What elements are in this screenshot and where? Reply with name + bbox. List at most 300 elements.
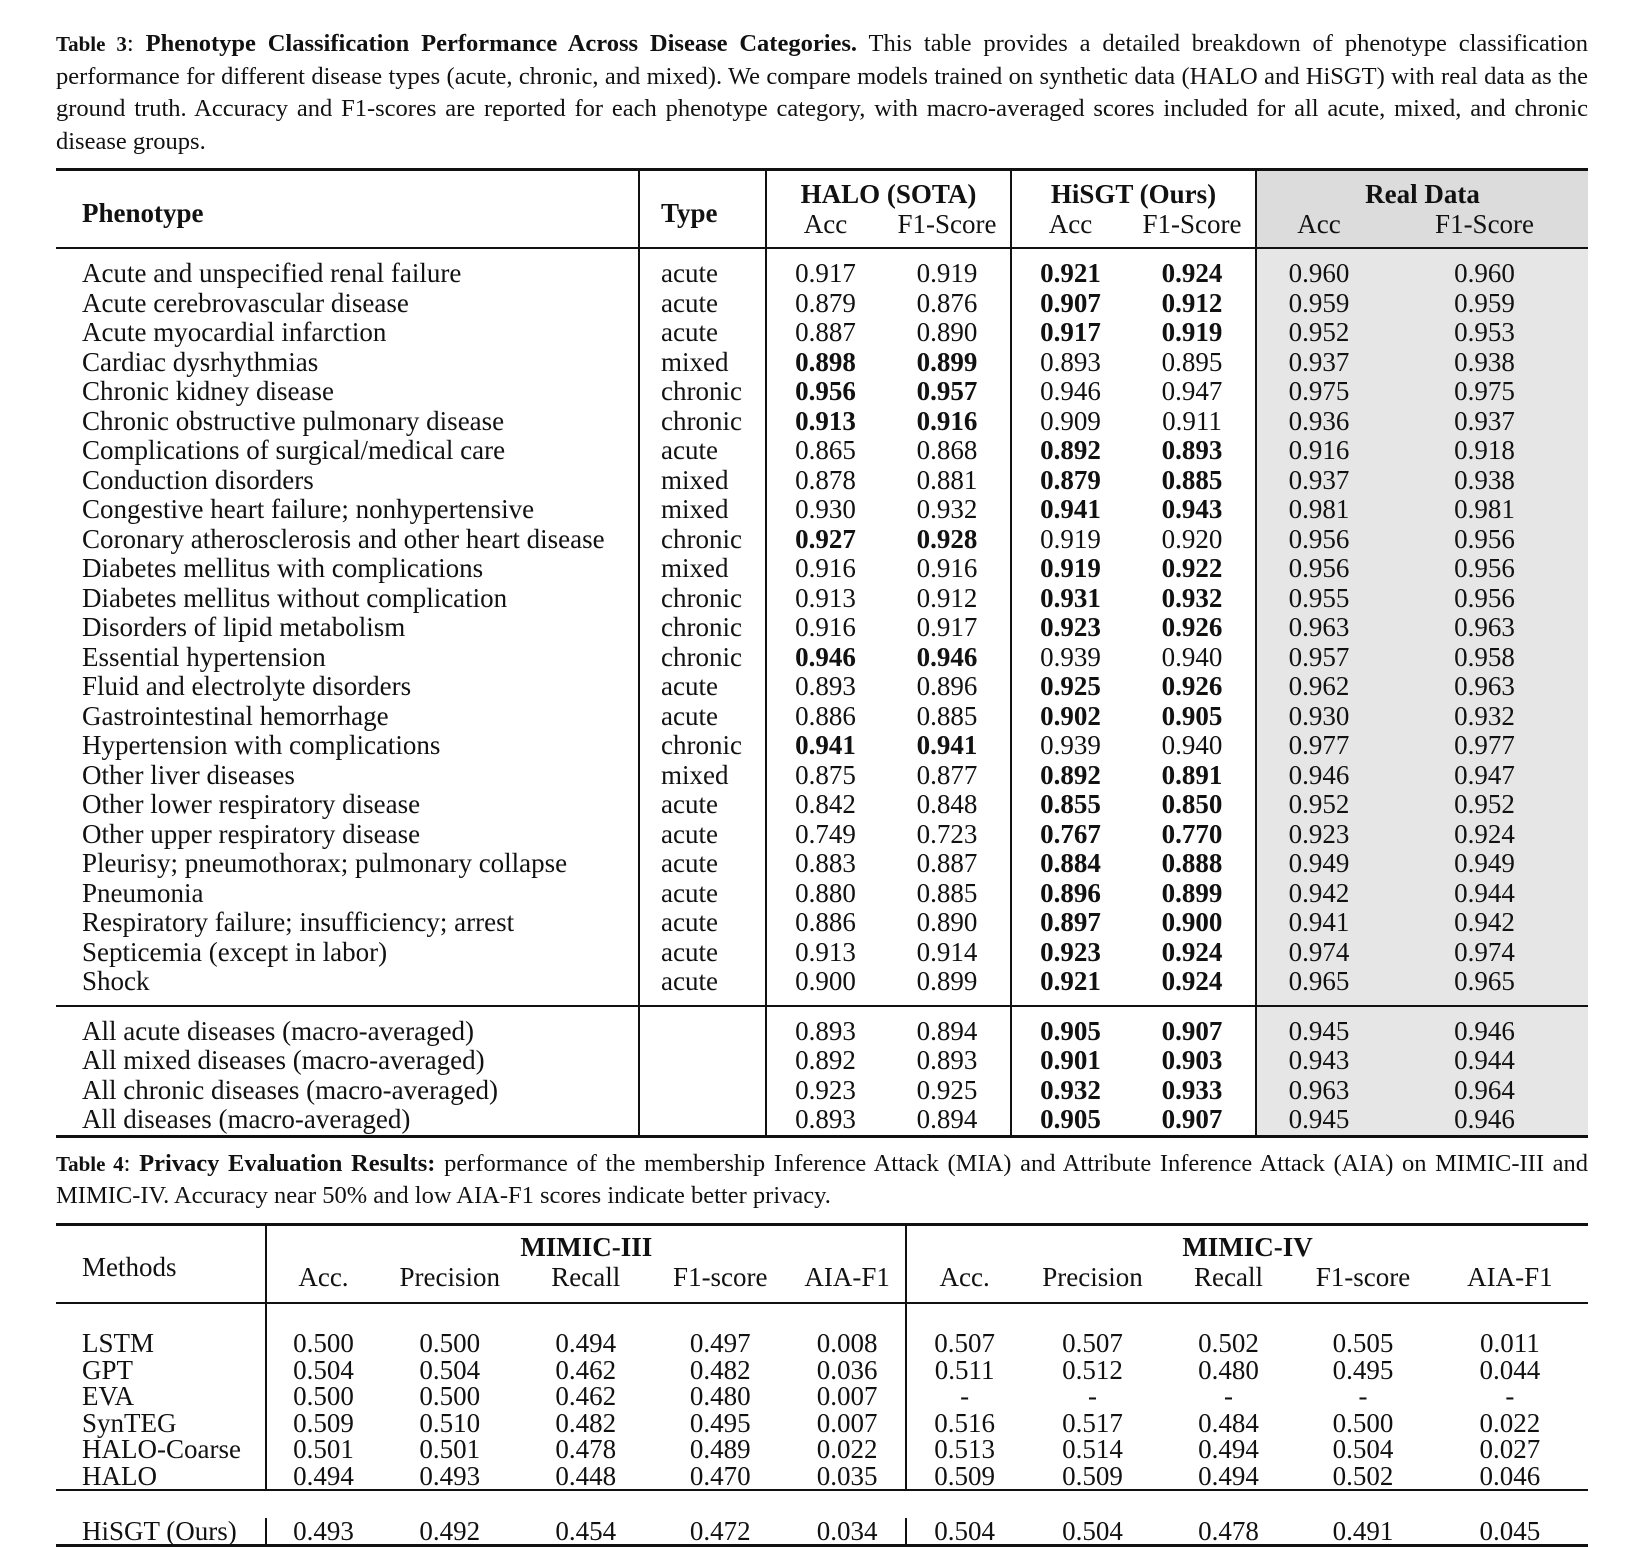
halo-acc-cell: 0.900	[766, 967, 884, 997]
m3-value-cell: 0.007	[789, 1383, 906, 1410]
halo-acc-cell: 0.930	[766, 495, 884, 525]
halo-f1-cell: 0.914	[884, 938, 1011, 968]
m3-value-cell: 0.504	[266, 1357, 379, 1384]
hisgt-acc-cell: 0.879	[1011, 466, 1129, 496]
table-row	[56, 613, 1588, 643]
m4-value-cell: 0.046	[1432, 1463, 1588, 1491]
table-row	[56, 259, 1588, 289]
m3-value-cell: 0.034	[789, 1518, 906, 1546]
real-acc-cell: 0.942	[1256, 879, 1381, 909]
header-m3-metric: Precision	[379, 1262, 520, 1303]
table3-label: Table 3	[56, 32, 127, 56]
halo-acc-cell: 0.886	[766, 908, 884, 938]
hisgt-acc-cell: 0.855	[1011, 790, 1129, 820]
phenotype-name: Conduction disorders	[56, 466, 639, 496]
m4-value-cell: 0.516	[906, 1410, 1022, 1437]
phenotype-name: Diabetes mellitus without complication	[56, 584, 639, 614]
real-f1-cell: 0.960	[1381, 259, 1588, 289]
m3-value-cell: 0.478	[520, 1436, 651, 1463]
hisgt-acc-cell: 0.941	[1011, 495, 1129, 525]
phenotype-type: chronic	[639, 643, 766, 673]
halo-f1-cell: 0.876	[884, 289, 1011, 319]
hisgt-f1-cell: 0.926	[1129, 613, 1256, 643]
halo-f1-cell: 0.925	[884, 1076, 1011, 1106]
hisgt-f1-cell: 0.893	[1129, 436, 1256, 466]
real-f1-cell: 0.959	[1381, 289, 1588, 319]
table-row	[56, 466, 1588, 496]
halo-acc-cell: 0.893	[766, 1017, 884, 1047]
phenotype-name: Respiratory failure; insufficiency; arrest	[56, 908, 639, 938]
real-f1-cell: 0.953	[1381, 318, 1588, 348]
halo-f1-cell: 0.885	[884, 879, 1011, 909]
halo-f1-cell: 0.896	[884, 672, 1011, 702]
phenotype-type: mixed	[639, 761, 766, 791]
halo-acc-cell: 0.913	[766, 938, 884, 968]
hisgt-acc-cell: 0.907	[1011, 289, 1129, 319]
m3-value-cell: 0.482	[520, 1410, 651, 1437]
phenotype-type: acute	[639, 289, 766, 319]
real-acc-cell: 0.956	[1256, 554, 1381, 584]
phenotype-type: acute	[639, 908, 766, 938]
table-row	[56, 643, 1588, 673]
phenotype-name: Pneumonia	[56, 879, 639, 909]
m4-value-cell: 0.495	[1294, 1357, 1432, 1384]
phenotype-name: Cardiac dysrhythmias	[56, 348, 639, 378]
m4-value-cell: 0.507	[1022, 1330, 1163, 1357]
m3-value-cell: 0.472	[652, 1518, 790, 1546]
real-f1-cell: 0.963	[1381, 613, 1588, 643]
m4-value-cell: 0.494	[1163, 1463, 1294, 1491]
hisgt-acc-cell: 0.946	[1011, 377, 1129, 407]
m4-value-cell: 0.027	[1432, 1436, 1588, 1463]
table-row	[56, 1330, 1588, 1357]
halo-acc-cell: 0.898	[766, 348, 884, 378]
header-m3-metric: F1-score	[652, 1262, 790, 1303]
phenotype-name: Acute myocardial infarction	[56, 318, 639, 348]
table3-caption-text: This table provides a detailed breakdown of phenotype classification performance for different disease types (acute, chronic, and mixed). We compare models trained on synthetic data (HALO and HiSGT) with real data as the ground truth. Accuracy and F1-scores are reported for each phenotype category, with macro-averaged scores included for all acute, mixed, and chronic disease groups.	[56, 30, 1588, 155]
halo-acc-cell: 0.927	[766, 525, 884, 555]
phenotype-name: Other upper respiratory disease	[56, 820, 639, 850]
m4-value-cell: 0.504	[1022, 1518, 1163, 1546]
phenotype-name: Disorders of lipid metabolism	[56, 613, 639, 643]
phenotype-name: Hypertension with complications	[56, 731, 639, 761]
phenotype-type: acute	[639, 790, 766, 820]
halo-f1-cell: 0.919	[884, 259, 1011, 289]
phenotype-type: acute	[639, 820, 766, 850]
hisgt-f1-cell: 0.907	[1129, 1017, 1256, 1047]
halo-f1-cell: 0.894	[884, 1017, 1011, 1047]
hisgt-f1-cell: 0.905	[1129, 702, 1256, 732]
hisgt-acc-cell: 0.893	[1011, 348, 1129, 378]
halo-f1-cell: 0.957	[884, 377, 1011, 407]
phenotype-type: chronic	[639, 584, 766, 614]
phenotype-name: Other liver diseases	[56, 761, 639, 791]
table-row	[56, 554, 1588, 584]
real-f1-cell: 0.975	[1381, 377, 1588, 407]
header-type: Type	[639, 170, 766, 249]
real-acc-cell: 0.930	[1256, 702, 1381, 732]
real-acc-cell: 0.959	[1256, 289, 1381, 319]
summary-row	[56, 1105, 1588, 1136]
real-acc-cell: 0.941	[1256, 908, 1381, 938]
real-f1-cell: 0.932	[1381, 702, 1588, 732]
header-m4-metric: AIA-F1	[1432, 1262, 1588, 1303]
halo-f1-cell: 0.916	[884, 554, 1011, 584]
hisgt-f1-cell: 0.922	[1129, 554, 1256, 584]
phenotype-name: Chronic obstructive pulmonary disease	[56, 407, 639, 437]
hisgt-acc-cell: 0.917	[1011, 318, 1129, 348]
m4-value-cell: -	[906, 1383, 1022, 1410]
m4-value-cell: 0.022	[1432, 1410, 1588, 1437]
header-m4-metric: Acc.	[906, 1262, 1022, 1303]
halo-acc-cell: 0.880	[766, 879, 884, 909]
halo-f1-cell: 0.881	[884, 466, 1011, 496]
phenotype-name: All mixed diseases (macro-averaged)	[56, 1046, 639, 1076]
table-row	[56, 525, 1588, 555]
halo-acc-cell: 0.886	[766, 702, 884, 732]
real-acc-cell: 0.943	[1256, 1046, 1381, 1076]
m4-value-cell: 0.514	[1022, 1436, 1163, 1463]
real-f1-cell: 0.944	[1381, 879, 1588, 909]
hisgt-f1-cell: 0.947	[1129, 377, 1256, 407]
real-acc-cell: 0.956	[1256, 525, 1381, 555]
header-real-acc: Acc	[1256, 209, 1381, 248]
phenotype-name: Other lower respiratory disease	[56, 790, 639, 820]
halo-acc-cell: 0.879	[766, 289, 884, 319]
halo-f1-cell: 0.928	[884, 525, 1011, 555]
table-row	[56, 495, 1588, 525]
hisgt-f1-cell: 0.899	[1129, 879, 1256, 909]
halo-f1-cell: 0.868	[884, 436, 1011, 466]
real-acc-cell: 0.974	[1256, 938, 1381, 968]
real-f1-cell: 0.946	[1381, 1105, 1588, 1136]
real-acc-cell: 0.965	[1256, 967, 1381, 997]
phenotype-type: acute	[639, 849, 766, 879]
phenotype-name: Acute and unspecified renal failure	[56, 259, 639, 289]
header-m4-metric: Precision	[1022, 1262, 1163, 1303]
header-m4-metric: Recall	[1163, 1262, 1294, 1303]
m4-value-cell: 0.504	[906, 1518, 1022, 1546]
header-m3-metric: Acc.	[266, 1262, 379, 1303]
hisgt-acc-cell: 0.931	[1011, 584, 1129, 614]
real-acc-cell: 0.936	[1256, 407, 1381, 437]
real-acc-cell: 0.949	[1256, 849, 1381, 879]
phenotype-type: chronic	[639, 525, 766, 555]
m4-value-cell: -	[1432, 1383, 1588, 1410]
m4-value-cell: 0.517	[1022, 1410, 1163, 1437]
hisgt-acc-cell: 0.925	[1011, 672, 1129, 702]
table3-caption: Table 3: Phenotype Classification Performance Across Disease Categories. This table provides a detailed breakdown of phenotype classification performance for different disease types (acute, chronic, and mixed). We compare models trained on synthetic data (HALO and HiSGT) with real data as the ground truth. Accuracy and F1-scores are reported for each phenotype category, with macro-averaged scores included for all acute, mixed, and chronic disease groups.	[56, 28, 1588, 158]
real-acc-cell: 0.945	[1256, 1105, 1381, 1136]
halo-acc-cell: 0.956	[766, 377, 884, 407]
m3-value-cell: 0.482	[652, 1357, 790, 1384]
real-acc-cell: 0.963	[1256, 1076, 1381, 1106]
m3-value-cell: 0.510	[379, 1410, 520, 1437]
hisgt-f1-cell: 0.900	[1129, 908, 1256, 938]
m4-value-cell: 0.512	[1022, 1357, 1163, 1384]
real-f1-cell: 0.958	[1381, 643, 1588, 673]
real-acc-cell: 0.937	[1256, 348, 1381, 378]
hisgt-acc-cell: 0.923	[1011, 938, 1129, 968]
m3-value-cell: 0.448	[520, 1463, 651, 1491]
hisgt-acc-cell: 0.919	[1011, 554, 1129, 584]
real-f1-cell: 0.938	[1381, 348, 1588, 378]
phenotype-type	[639, 1017, 766, 1047]
m3-value-cell: 0.494	[520, 1330, 651, 1357]
phenotype-type: acute	[639, 672, 766, 702]
m4-value-cell: 0.478	[1163, 1518, 1294, 1546]
hisgt-acc-cell: 0.921	[1011, 259, 1129, 289]
phenotype-name: Fluid and electrolyte disorders	[56, 672, 639, 702]
real-acc-cell: 0.975	[1256, 377, 1381, 407]
m4-value-cell: -	[1163, 1383, 1294, 1410]
halo-f1-cell: 0.932	[884, 495, 1011, 525]
m4-value-cell: 0.045	[1432, 1518, 1588, 1546]
hisgt-f1-cell: 0.926	[1129, 672, 1256, 702]
hisgt-f1-cell: 0.903	[1129, 1046, 1256, 1076]
table-row	[56, 1463, 1588, 1491]
halo-acc-cell: 0.893	[766, 1105, 884, 1136]
halo-acc-cell: 0.887	[766, 318, 884, 348]
real-f1-cell: 0.952	[1381, 790, 1588, 820]
phenotype-type: mixed	[639, 348, 766, 378]
method-name: HALO-Coarse	[56, 1436, 266, 1463]
m4-value-cell: -	[1294, 1383, 1432, 1410]
phenotype-type: mixed	[639, 466, 766, 496]
hisgt-f1-cell: 0.770	[1129, 820, 1256, 850]
hisgt-acc-cell: 0.905	[1011, 1105, 1129, 1136]
hisgt-acc-cell: 0.892	[1011, 761, 1129, 791]
method-name: EVA	[56, 1383, 266, 1410]
halo-acc-cell: 0.842	[766, 790, 884, 820]
m4-value-cell: 0.511	[906, 1357, 1022, 1384]
table3-title: Phenotype Classification Performance Across Disease Categories.	[146, 30, 857, 57]
m4-value-cell: 0.494	[1163, 1436, 1294, 1463]
halo-f1-cell: 0.917	[884, 613, 1011, 643]
hisgt-acc-cell: 0.932	[1011, 1076, 1129, 1106]
phenotype-name: Essential hypertension	[56, 643, 639, 673]
m3-value-cell: 0.500	[379, 1383, 520, 1410]
m4-value-cell: 0.502	[1294, 1463, 1432, 1491]
m3-value-cell: 0.497	[652, 1330, 790, 1357]
m4-value-cell: 0.513	[906, 1436, 1022, 1463]
halo-acc-cell: 0.878	[766, 466, 884, 496]
header-phenotype: Phenotype	[56, 170, 639, 249]
halo-f1-cell: 0.946	[884, 643, 1011, 673]
table-row	[56, 908, 1588, 938]
hisgt-acc-cell: 0.919	[1011, 525, 1129, 555]
halo-f1-cell: 0.887	[884, 849, 1011, 879]
table-row	[56, 584, 1588, 614]
phenotype-name: Shock	[56, 967, 639, 997]
m3-value-cell: 0.036	[789, 1357, 906, 1384]
halo-acc-cell: 0.749	[766, 820, 884, 850]
real-acc-cell: 0.963	[1256, 613, 1381, 643]
real-acc-cell: 0.937	[1256, 466, 1381, 496]
hisgt-f1-cell: 0.920	[1129, 525, 1256, 555]
m3-value-cell: 0.454	[520, 1518, 651, 1546]
phenotype-type: acute	[639, 318, 766, 348]
real-acc-cell: 0.960	[1256, 259, 1381, 289]
table4-caption-text: performance of the membership Inference Attack (MIA) and Attribute Inference Attack (AIA) on MIMIC-III and MIMIC-IV. Accuracy near 50% and low AIA-F1 scores indicate better privacy.	[56, 1150, 1588, 1210]
header-hisgt-f1: F1-Score	[1129, 209, 1256, 248]
real-f1-cell: 0.964	[1381, 1076, 1588, 1106]
phenotype-name: Coronary atherosclerosis and other heart disease	[56, 525, 639, 555]
hisgt-acc-cell: 0.905	[1011, 1017, 1129, 1047]
phenotype-type	[639, 1046, 766, 1076]
hisgt-f1-cell: 0.888	[1129, 849, 1256, 879]
table-row	[56, 761, 1588, 791]
table-row	[56, 879, 1588, 909]
m3-value-cell: 0.493	[379, 1463, 520, 1491]
method-name: GPT	[56, 1357, 266, 1384]
real-f1-cell: 0.963	[1381, 672, 1588, 702]
hisgt-acc-cell: 0.909	[1011, 407, 1129, 437]
halo-acc-cell: 0.916	[766, 554, 884, 584]
real-f1-cell: 0.981	[1381, 495, 1588, 525]
m3-value-cell: 0.007	[789, 1410, 906, 1437]
hisgt-f1-cell: 0.912	[1129, 289, 1256, 319]
halo-f1-cell: 0.916	[884, 407, 1011, 437]
header-hisgt: HiSGT (Ours)	[1011, 170, 1256, 210]
phenotype-type: acute	[639, 967, 766, 997]
m3-value-cell: 0.480	[652, 1383, 790, 1410]
hisgt-acc-cell: 0.901	[1011, 1046, 1129, 1076]
hisgt-f1-cell: 0.932	[1129, 584, 1256, 614]
phenotype-type: chronic	[639, 731, 766, 761]
phenotype-type: chronic	[639, 613, 766, 643]
real-acc-cell: 0.962	[1256, 672, 1381, 702]
m4-value-cell: 0.480	[1163, 1357, 1294, 1384]
phenotype-name: All acute diseases (macro-averaged)	[56, 1017, 639, 1047]
method-name: SynTEG	[56, 1410, 266, 1437]
hisgt-acc-cell: 0.896	[1011, 879, 1129, 909]
hisgt-acc-cell: 0.921	[1011, 967, 1129, 997]
m4-value-cell: 0.491	[1294, 1518, 1432, 1546]
real-f1-cell: 0.956	[1381, 525, 1588, 555]
phenotype-type: acute	[639, 938, 766, 968]
real-acc-cell: 0.916	[1256, 436, 1381, 466]
halo-acc-cell: 0.941	[766, 731, 884, 761]
hisgt-acc-cell: 0.884	[1011, 849, 1129, 879]
phenotype-type: chronic	[639, 377, 766, 407]
header-halo: HALO (SOTA)	[766, 170, 1011, 210]
table4-title: Privacy Evaluation Results:	[139, 1150, 435, 1177]
halo-f1-cell: 0.941	[884, 731, 1011, 761]
m4-value-cell: 0.484	[1163, 1410, 1294, 1437]
real-acc-cell: 0.955	[1256, 584, 1381, 614]
m3-value-cell: 0.509	[266, 1410, 379, 1437]
real-acc-cell: 0.923	[1256, 820, 1381, 850]
real-f1-cell: 0.947	[1381, 761, 1588, 791]
m3-value-cell: 0.008	[789, 1330, 906, 1357]
real-f1-cell: 0.937	[1381, 407, 1588, 437]
phenotype-type: acute	[639, 259, 766, 289]
table-row	[56, 731, 1588, 761]
hisgt-f1-cell: 0.850	[1129, 790, 1256, 820]
real-f1-cell: 0.956	[1381, 584, 1588, 614]
m3-value-cell: 0.494	[266, 1463, 379, 1491]
table-row	[56, 849, 1588, 879]
m4-value-cell: 0.011	[1432, 1330, 1588, 1357]
method-name: HiSGT (Ours)	[56, 1518, 266, 1546]
table-row	[56, 436, 1588, 466]
hisgt-f1-cell: 0.940	[1129, 731, 1256, 761]
halo-acc-cell: 0.913	[766, 407, 884, 437]
real-acc-cell: 0.957	[1256, 643, 1381, 673]
halo-acc-cell: 0.917	[766, 259, 884, 289]
hisgt-acc-cell: 0.939	[1011, 643, 1129, 673]
table-row	[56, 938, 1588, 968]
real-f1-cell: 0.946	[1381, 1017, 1588, 1047]
phenotype-name: Pleurisy; pneumothorax; pulmonary collapse	[56, 849, 639, 879]
m3-value-cell: 0.501	[379, 1436, 520, 1463]
m4-value-cell: 0.500	[1294, 1410, 1432, 1437]
table-row	[56, 1518, 1588, 1546]
real-acc-cell: 0.977	[1256, 731, 1381, 761]
real-f1-cell: 0.924	[1381, 820, 1588, 850]
m3-value-cell: 0.493	[266, 1518, 379, 1546]
halo-acc-cell: 0.875	[766, 761, 884, 791]
header-m3-metric: Recall	[520, 1262, 651, 1303]
hisgt-f1-cell: 0.919	[1129, 318, 1256, 348]
table-row	[56, 702, 1588, 732]
header-halo-f1: F1-Score	[884, 209, 1011, 248]
real-acc-cell: 0.952	[1256, 318, 1381, 348]
phenotype-name: Chronic kidney disease	[56, 377, 639, 407]
halo-f1-cell: 0.890	[884, 318, 1011, 348]
table-row	[56, 318, 1588, 348]
halo-f1-cell: 0.899	[884, 967, 1011, 997]
halo-acc-cell: 0.946	[766, 643, 884, 673]
header-real-f1: F1-Score	[1381, 209, 1588, 248]
real-f1-cell: 0.956	[1381, 554, 1588, 584]
halo-acc-cell: 0.916	[766, 613, 884, 643]
hisgt-f1-cell: 0.907	[1129, 1105, 1256, 1136]
halo-acc-cell: 0.923	[766, 1076, 884, 1106]
phenotype-name: Acute cerebrovascular disease	[56, 289, 639, 319]
m3-value-cell: 0.500	[266, 1330, 379, 1357]
hisgt-f1-cell: 0.933	[1129, 1076, 1256, 1106]
real-f1-cell: 0.938	[1381, 466, 1588, 496]
hisgt-f1-cell: 0.940	[1129, 643, 1256, 673]
table-row	[56, 820, 1588, 850]
halo-f1-cell: 0.912	[884, 584, 1011, 614]
header-m4-metric: F1-score	[1294, 1262, 1432, 1303]
hisgt-f1-cell: 0.895	[1129, 348, 1256, 378]
m4-value-cell: 0.504	[1294, 1436, 1432, 1463]
halo-acc-cell: 0.865	[766, 436, 884, 466]
real-acc-cell: 0.945	[1256, 1017, 1381, 1047]
phenotype-type: chronic	[639, 407, 766, 437]
hisgt-f1-cell: 0.924	[1129, 259, 1256, 289]
real-acc-cell: 0.981	[1256, 495, 1381, 525]
halo-f1-cell: 0.848	[884, 790, 1011, 820]
m3-value-cell: 0.462	[520, 1357, 651, 1384]
hisgt-acc-cell: 0.897	[1011, 908, 1129, 938]
real-f1-cell: 0.944	[1381, 1046, 1588, 1076]
phenotype-type: acute	[639, 702, 766, 732]
table-row	[56, 377, 1588, 407]
real-f1-cell: 0.965	[1381, 967, 1588, 997]
halo-acc-cell: 0.883	[766, 849, 884, 879]
m4-value-cell: 0.502	[1163, 1330, 1294, 1357]
header-halo-acc: Acc	[766, 209, 884, 248]
m4-value-cell: 0.509	[1022, 1463, 1163, 1491]
phenotype-type: mixed	[639, 495, 766, 525]
summary-row	[56, 1046, 1588, 1076]
real-acc-cell: 0.952	[1256, 790, 1381, 820]
